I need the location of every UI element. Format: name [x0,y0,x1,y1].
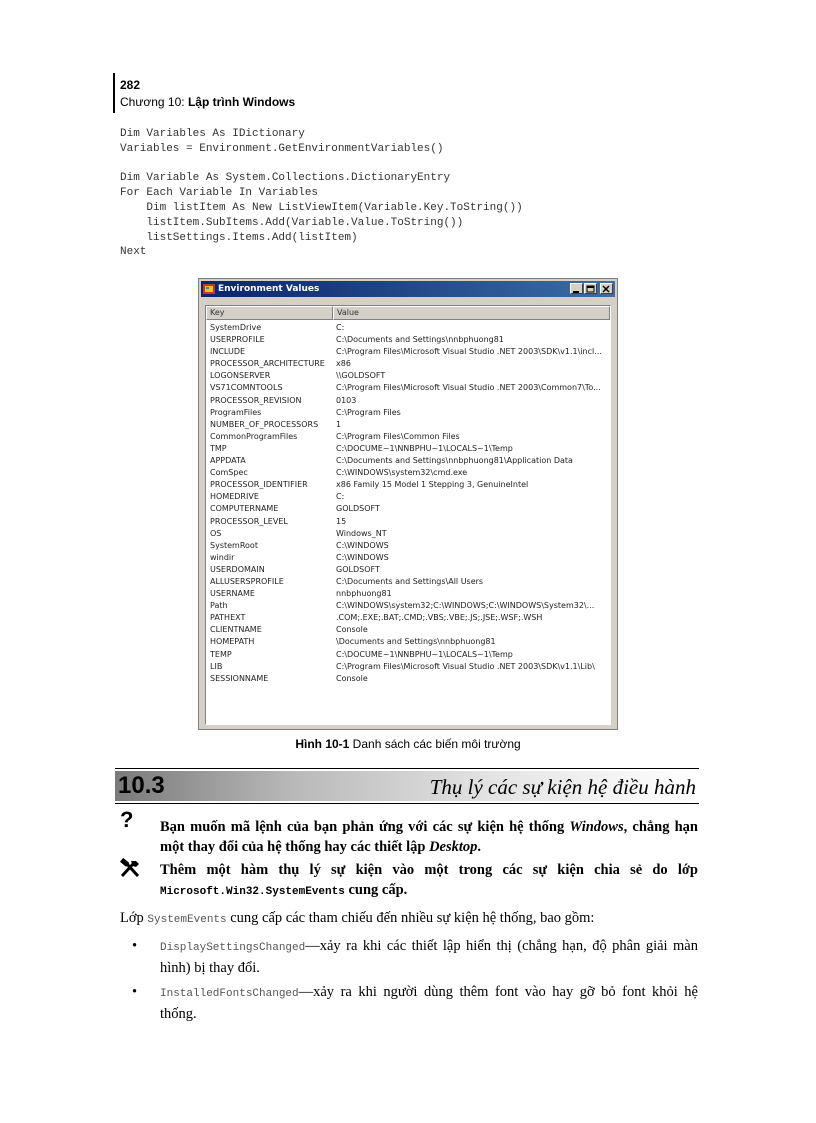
row-value: C:\Program Files\Common Files [336,431,460,441]
row-value: C:\Documents and Settings\nnbphuong81\Application Data [336,456,573,466]
row-value: Console [336,673,368,683]
row-key: SystemDrive [210,323,262,332]
row-key: PROCESSOR_IDENTIFIER [210,480,308,490]
problem-statement [160,817,698,857]
row-key: USERDOMAIN [210,564,265,574]
row-value: C:\WINDOWS\system32\cmd.exe [336,468,468,478]
page-number: 282 [120,78,141,92]
row-value: C:\WINDOWS\system32;C:\WINDOWS;C:\WINDOWS\System32\... [336,601,595,611]
list-row[interactable] [206,503,610,515]
bullet-dot: • [132,984,138,1000]
row-value: 15 [336,516,347,526]
bullet-description: —xảy ra khi người dùng thêm font vào hay gỡ bỏ font khỏi hệ thống. [160,984,698,1022]
row-value: .COM;.EXE;.BAT;.CMD;.VBS;.VBE;.JS;.JSE;.WSF;.WSH [336,613,543,623]
row-value: nnbphuong81 [336,589,392,599]
header-rule [113,73,115,113]
problem-emphasis: Windows [569,819,624,835]
list-row[interactable] [206,528,610,540]
column-header-key[interactable]: Key [206,306,333,320]
list-row[interactable] [206,491,610,503]
section-title: Thụ lý các sự kiện hệ điều hành [429,775,696,799]
list-row[interactable] [206,673,610,685]
row-value: C:\Program Files\Microsoft Visual Studio .NET 2003\SDK\v1.1\incl... [336,347,602,357]
row-key: windir [210,552,235,562]
window-title: Environment Values [218,284,320,294]
row-key: LIB [210,661,223,671]
row-value: C:\DOCUME~1\NNBPHU~1\LOCALS~1\Temp [336,443,513,453]
row-value: x86 Family 15 Model 1 Stepping 3, GenuineIntel [336,480,529,490]
bullet-text [160,982,698,1024]
bullet-dot: • [132,938,138,954]
row-key: USERNAME [210,589,255,599]
list-row[interactable] [206,358,610,370]
row-key: PATHEXT [210,613,246,623]
code-line: listItem.SubItems.Add(Variable.Value.ToString()) [120,216,464,229]
list-row[interactable] [206,431,610,443]
row-value: C:\DOCUME~1\NNBPHU~1\LOCALS~1\Temp [336,649,513,659]
paragraph-text: cung cấp các tham chiếu đến nhiều sự kiện hệ thống, bao gồm: [226,910,595,926]
section-number: 10.3 [118,772,165,799]
list-row[interactable] [206,588,610,600]
row-key: ALLUSERSPROFILE [210,576,284,586]
row-key: COMPUTERNAME [210,504,279,514]
minimize-icon [571,285,582,294]
list-row[interactable] [206,612,610,624]
row-value: Console [336,625,368,635]
list-row[interactable] [206,636,610,648]
list-row[interactable] [206,455,610,467]
row-key: SESSIONNAME [210,673,269,683]
list-row[interactable] [206,576,610,588]
row-key: VS71COMNTOOLS [210,383,283,393]
bullet-text [160,936,698,978]
row-key: ComSpec [210,468,248,478]
maximize-icon [585,285,596,294]
list-row[interactable] [206,407,610,419]
list-row[interactable] [206,540,610,552]
question-icon: ? [120,807,134,832]
app-icon [203,283,215,295]
list-row[interactable] [206,479,610,491]
section-rule-bottom [115,803,699,804]
code-line: Dim Variable As System.Collections.DictionaryEntry [120,172,451,185]
code-line: listSettings.Items.Add(listItem) [120,231,358,244]
list-row[interactable] [206,552,610,564]
column-header-value[interactable]: Value [333,306,610,320]
problem-text: . [477,839,482,855]
code-line: Dim Variables As IDictionary [120,128,305,140]
close-button[interactable] [600,283,613,294]
row-value: Windows_NT [336,528,387,538]
bullet-description: —xảy ra khi các thiết lập hiển thị (chẳng hạn, độ phân giải màn hình) bị thay đổi. [160,938,698,976]
row-key: Path [210,601,228,611]
row-key: APPDATA [210,456,246,466]
list-rows [206,322,610,685]
row-key: INCLUDE [210,347,246,357]
tools-icon [118,858,142,878]
list-row[interactable] [206,382,610,394]
row-value: C: [336,323,345,332]
row-value: C:\Program Files\Microsoft Visual Studio .NET 2003\Common7\To... [336,383,601,393]
list-row[interactable] [206,443,610,455]
problem-text: , chẳng hạn một thay đổi của hệ thống hay các thiết lập [160,819,698,855]
code-listing [120,127,523,260]
row-key: OS [210,528,222,538]
row-key: LOGONSERVER [210,371,271,381]
bullet-code: DisplaySettingsChanged [160,942,306,954]
row-value: C:\Program Files\Microsoft Visual Studio .NET 2003\SDK\v1.1\Lib\ [336,661,595,671]
row-key: ProgramFiles [210,407,262,417]
row-key: SystemRoot [210,540,258,550]
maximize-button[interactable] [584,283,597,294]
list-row[interactable] [206,419,610,431]
row-value: x86 [336,359,351,369]
list-row[interactable] [206,370,610,382]
row-value: 1 [336,419,342,429]
list-row[interactable] [206,516,610,528]
close-icon [601,285,612,294]
chapter-prefix: Chương 10: [120,95,188,109]
row-value: \\GOLDSOFT [336,371,386,381]
chapter-heading [120,95,295,109]
caption-label: Hình 10-1 [295,737,350,751]
list-row[interactable] [206,334,610,346]
problem-text: Bạn muốn mã lệnh của bạn phản ứng với các sự kiện hệ thống [160,819,570,835]
row-key: HOMEDRIVE [210,492,259,502]
list-row[interactable] [206,346,610,358]
row-key: HOMEPATH [210,637,255,647]
caption-text: Danh sách các biến môi trường [349,737,521,751]
paragraph-text: Lớp [120,910,148,926]
chapter-title: Lập trình Windows [187,95,296,109]
row-value: C: [336,492,345,502]
paragraph-code: SystemEvents [147,914,227,926]
minimize-button[interactable] [570,283,583,294]
section-rule-top [115,768,699,769]
list-header [206,306,610,320]
problem-emphasis: Desktop [429,839,478,855]
row-key: PROCESSOR_REVISION [210,395,302,405]
code-line: For Each Variable In Variables [120,187,319,200]
row-key: USERPROFILE [210,335,265,345]
code-line: Variables = Environment.GetEnvironmentVariables() [120,142,444,155]
row-key: TMP [210,443,227,453]
row-value: 0103 [336,395,357,405]
figure-caption [0,737,816,751]
row-value: C:\WINDOWS [336,552,389,562]
row-value: C:\Program Files [336,407,401,417]
row-key: NUMBER_OF_PROCESSORS [210,419,319,429]
list-row[interactable] [206,661,610,673]
solution-code: Microsoft.Win32.SystemEvents [160,886,345,898]
row-value: GOLDSOFT [336,504,380,514]
row-key: CLIENTNAME [210,625,262,635]
row-value: C:\Documents and Settings\All Users [336,576,484,586]
row-value: \Documents and Settings\nnbphuong81 [336,637,496,647]
environment-values-window [198,278,618,730]
window-titlebar[interactable] [201,281,615,297]
row-value: C:\Documents and Settings\nnbphuong81 [336,335,504,345]
solution-text: cung cấp. [344,882,408,898]
row-key: TEMP [210,649,232,659]
list-row[interactable] [206,624,610,636]
code-line: Dim listItem As New ListViewItem(Variable.Key.ToString()) [120,201,523,214]
row-key: PROCESSOR_ARCHITECTURE [210,359,325,369]
body-paragraph [120,908,700,930]
list-row[interactable] [206,649,610,661]
list-row[interactable] [206,600,610,612]
bullet-code: InstalledFontsChanged [160,988,299,1000]
row-value: GOLDSOFT [336,564,380,574]
row-value: C:\WINDOWS [336,540,389,550]
solution-text: Thêm một hàm thụ lý sự kiện vào một trong các sự kiện chia sẻ do lớp [160,862,698,878]
code-line: Next [120,246,147,259]
solution-statement [160,860,698,902]
list-row[interactable] [206,322,610,334]
settings-listview[interactable] [205,305,611,725]
list-row[interactable] [206,564,610,576]
list-row[interactable] [206,467,610,479]
list-row[interactable] [206,395,610,407]
row-key: CommonProgramFiles [210,431,298,441]
code-line [120,157,523,172]
row-key: PROCESSOR_LEVEL [210,516,288,526]
